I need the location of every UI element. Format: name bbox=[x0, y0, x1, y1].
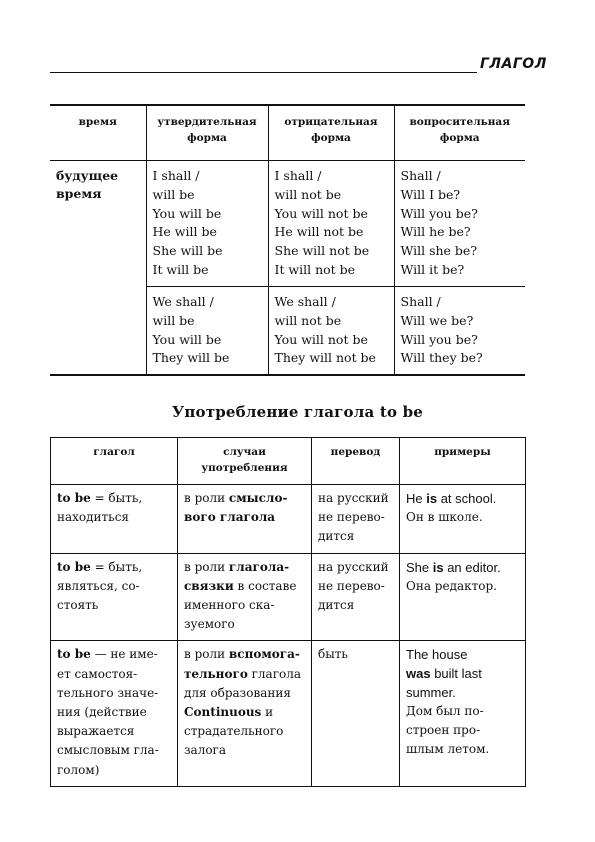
usage-line bbox=[184, 577, 305, 596]
verb-cell bbox=[51, 485, 178, 554]
usage-text: в роли bbox=[184, 647, 229, 662]
usage-line bbox=[184, 558, 305, 577]
example-text: built last bbox=[430, 666, 482, 682]
usage-text: в роли bbox=[184, 559, 229, 574]
usage-bold: связки bbox=[184, 578, 234, 593]
form-line: It will be bbox=[152, 261, 209, 277]
header-affirmative: утвердительная форма bbox=[146, 105, 268, 161]
example-en bbox=[406, 664, 519, 683]
form-line: She will not be bbox=[274, 243, 370, 259]
header-tense: время bbox=[50, 105, 146, 161]
form-line: Will we be? bbox=[400, 312, 474, 328]
form-line: They will not be bbox=[274, 350, 376, 366]
example-cell bbox=[400, 553, 526, 641]
form-line: Shall / bbox=[400, 294, 441, 309]
form-line: It will not be bbox=[274, 261, 356, 277]
singular-negative-cell bbox=[268, 161, 394, 287]
singular-interrogative-cell bbox=[394, 161, 525, 287]
form-line: We shall / bbox=[152, 294, 214, 309]
usage-line: зуемого bbox=[184, 617, 235, 632]
verb-rest: — не име- bbox=[90, 647, 158, 662]
header-interrogative: вопросительная форма bbox=[394, 105, 525, 161]
translation-line: дится bbox=[318, 529, 355, 544]
usage-line bbox=[184, 489, 305, 508]
usage-line: вого глагола bbox=[184, 510, 276, 525]
usage-line bbox=[184, 703, 305, 722]
example-cell bbox=[400, 485, 526, 554]
verb-cell bbox=[51, 553, 178, 641]
header-usage: случаи употребления bbox=[178, 438, 312, 485]
usage-text: в роли bbox=[184, 491, 229, 505]
example-cell bbox=[400, 641, 526, 786]
form-line: Will you be? bbox=[400, 331, 478, 347]
verb-line: смысловым гла- bbox=[57, 743, 159, 758]
verb-bold: to be bbox=[57, 647, 91, 662]
form-line: He will not be bbox=[274, 224, 364, 240]
usage-text: в составе bbox=[233, 578, 297, 593]
verb-line: ет самостоя- bbox=[57, 666, 138, 681]
translation-line: быть bbox=[318, 647, 348, 662]
table-header-row bbox=[50, 105, 525, 161]
example-en bbox=[406, 489, 519, 508]
to-be-usage-table bbox=[50, 437, 526, 787]
usage-bold: смысло- bbox=[228, 491, 288, 505]
example-text: an editor. bbox=[443, 559, 501, 575]
verb-line bbox=[57, 645, 171, 664]
example-text: He bbox=[406, 491, 427, 506]
translation-cell bbox=[312, 485, 400, 554]
usage-cell bbox=[178, 641, 312, 786]
form-line: Will she be? bbox=[400, 243, 478, 259]
tense-label: будущее bbox=[56, 168, 119, 183]
table-row bbox=[51, 485, 526, 554]
form-line: You will not be bbox=[274, 331, 368, 347]
usage-bold: вспомога- bbox=[228, 647, 300, 662]
translation-line: не перево- bbox=[318, 510, 385, 525]
usage-line: для образования bbox=[184, 685, 291, 700]
example-ru: шлым летом. bbox=[406, 742, 490, 757]
form-line: will not be bbox=[274, 186, 342, 202]
plural-affirmative-cell bbox=[146, 287, 268, 375]
example-bold: is bbox=[426, 491, 438, 506]
example-en: The house bbox=[406, 647, 468, 663]
form-line: Will they be? bbox=[400, 350, 483, 366]
tense-cell bbox=[50, 161, 146, 375]
translation-line: дится bbox=[318, 598, 355, 613]
form-line: We shall / bbox=[274, 294, 336, 309]
tense-label: время bbox=[56, 186, 102, 201]
usage-line bbox=[184, 645, 305, 664]
usage-line: страдательного bbox=[184, 724, 284, 739]
form-line: will be bbox=[152, 186, 195, 202]
verb-rest: = быть, bbox=[90, 491, 143, 505]
table-header-row bbox=[51, 438, 526, 485]
singular-affirmative-cell bbox=[146, 161, 268, 287]
example-bold: was bbox=[406, 666, 431, 682]
usage-text: и bbox=[261, 705, 274, 720]
form-line: Will I be? bbox=[400, 186, 461, 202]
translation-line: не перево- bbox=[318, 578, 385, 593]
form-line: I shall / bbox=[274, 168, 322, 183]
section-title: Употребление глагола to be bbox=[171, 403, 424, 421]
verb-line: находиться bbox=[57, 510, 129, 525]
verb-line: являться, со- bbox=[57, 578, 140, 593]
example-en bbox=[406, 558, 519, 577]
header-examples: примеры bbox=[400, 438, 526, 485]
example-bold: is bbox=[432, 559, 444, 575]
plural-negative-cell bbox=[268, 287, 394, 375]
example-text: at school. bbox=[437, 491, 497, 506]
form-line: You will be bbox=[152, 331, 222, 347]
translation-line: на русский bbox=[318, 559, 389, 574]
verb-line: голом) bbox=[57, 762, 100, 777]
example-ru: Дом был по- bbox=[406, 704, 484, 719]
table-row bbox=[51, 553, 526, 641]
form-line: Will it be? bbox=[400, 261, 465, 277]
plural-interrogative-cell bbox=[394, 287, 525, 375]
table-row bbox=[51, 641, 526, 786]
form-line: They will be bbox=[152, 350, 230, 366]
usage-line: залога bbox=[184, 743, 226, 758]
example-en: summer. bbox=[406, 685, 456, 701]
header-rule bbox=[50, 72, 477, 73]
future-tense-table bbox=[50, 104, 525, 376]
usage-line: именного ска- bbox=[184, 598, 275, 613]
verb-line bbox=[57, 489, 171, 508]
form-line: She will be bbox=[152, 243, 223, 259]
verb-line: стоять bbox=[57, 598, 99, 613]
table-row bbox=[50, 161, 525, 287]
usage-bold: Continuous bbox=[184, 705, 262, 720]
verb-line: тельного значе- bbox=[57, 685, 159, 700]
translation-cell bbox=[312, 641, 400, 786]
example-ru: строен про- bbox=[406, 723, 481, 738]
form-line: He will be bbox=[152, 224, 217, 240]
header-negative: отрицательная форма bbox=[268, 105, 394, 161]
example-ru: Она редактор. bbox=[406, 578, 497, 593]
form-line: I shall / bbox=[152, 168, 200, 183]
usage-bold: тельного bbox=[184, 666, 248, 681]
example-ru: Он в школе. bbox=[406, 510, 483, 524]
form-line: Will you be? bbox=[400, 205, 478, 221]
translation-line: на русский bbox=[318, 491, 389, 505]
usage-cell bbox=[178, 553, 312, 641]
verb-rest: = быть, bbox=[90, 559, 143, 574]
form-line: Shall / bbox=[400, 168, 441, 183]
verb-line bbox=[57, 558, 171, 577]
form-line: Will he be? bbox=[400, 224, 471, 240]
verb-line: выражается bbox=[57, 724, 135, 739]
usage-cell bbox=[178, 485, 312, 554]
usage-text: глагола bbox=[247, 666, 301, 681]
header-translation: перевод bbox=[312, 438, 400, 485]
form-line: You will be bbox=[152, 205, 222, 221]
usage-bold: глагола- bbox=[228, 559, 290, 574]
verb-line: ния (действие bbox=[57, 705, 147, 720]
usage-line bbox=[184, 665, 305, 684]
verb-bold: to be bbox=[57, 559, 91, 574]
form-line: will be bbox=[152, 312, 195, 328]
example-text: She bbox=[406, 559, 433, 575]
form-line: will not be bbox=[274, 312, 342, 328]
running-header-title: ГЛАГОЛ bbox=[480, 56, 547, 72]
verb-bold: to be bbox=[57, 491, 91, 505]
verb-cell bbox=[51, 641, 178, 786]
header-verb: глагол bbox=[51, 438, 178, 485]
form-line: You will not be bbox=[274, 205, 368, 221]
translation-cell bbox=[312, 553, 400, 641]
